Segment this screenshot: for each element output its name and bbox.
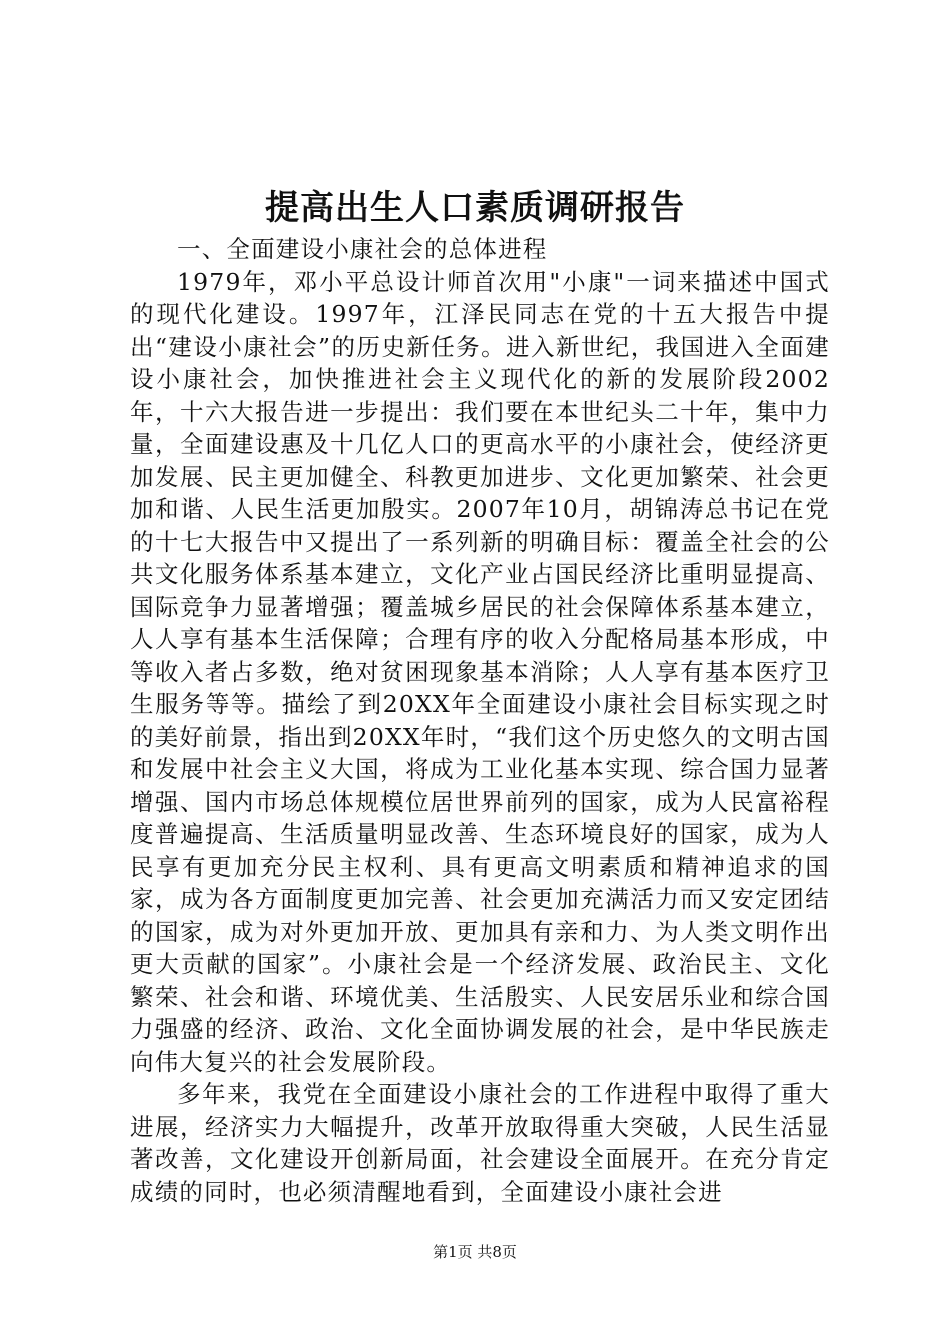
document-body — [130, 233, 830, 1208]
body-paragraph: 1979年，邓小平总设计师首次用"小康"一词来描述中国式的现代化建设。1997年，江泽民同志在党的十五大报告中提出“建设小康社会”的历史新任务。进入新世纪，我国进入全面建设小康社会，加快推进社会主义现代化的新的发展阶段2002年，十六大报告进一步提出：我们要在本世纪头二十年，集中力量，全面建设惠及十几亿人口的更高水平的小康社会，使经济更加发展、民主更加健全、科教更加进步、文化更加繁荣、社会更加和谐、人民生活更加殷实。2007年10月，胡锦涛总书记在党的十七大报告中又提出了一系列新的明确目标：覆盖全社会的公共文化服务体系基本建立，文化产业占国民经济比重明显提高、国际竞争力显著增强；覆盖城乡居民的社会保障体系基本建立，人人享有基本生活保障；合理有序的收入分配格局基本形成，中等收入者占多数，绝对贫困现象基本消除；人人享有基本医疗卫生服务等等。描绘了到20XX年全面建设小康社会目标实现之时的美好前景，指出到20XX年时，“我们这个历史悠久的文明古国和发展中社会主义大国，将成为工业化基本实现、综合国力显著增强、国内市场总体规模位居世界前列的国家，成为人民富裕程度普遍提高、生活质量明显改善、生态环境良好的国家，成为人民享有更加充分民主权利、具有更高文明素质和精神追求的国家，成为各方面制度更加完善、社会更加充满活力而又安定团结的国家，成为对外更加开放、更加具有亲和力、为人类文明作出更大贡献的国家”。小康社会是一个经济发展、政治民主、文化繁荣、社会和谐、环境优美、生活殷实、人民安居乐业和综合国力强盛的经济、政治、文化全面协调发展的社会，是中华民族走向伟大复兴的社会发展阶段。 — [130, 267, 830, 1076]
body-paragraph: 多年来，我党在全面建设小康社会的工作进程中取得了重大进展，经济实力大幅提升，改革开放取得重大突破，人民生活显著改善，文化建设开创新局面，社会建设全面展开。在充分肯定成绩的同时，也必须清醒地看到，全面建设小康社会进 — [130, 1080, 830, 1206]
page-number-footer: 第1页 共8页 — [433, 1243, 517, 1261]
section-heading: 一、全面建设小康社会的总体进程 — [177, 235, 548, 263]
document-title: 提高出生人口素质调研报告 — [265, 188, 685, 228]
